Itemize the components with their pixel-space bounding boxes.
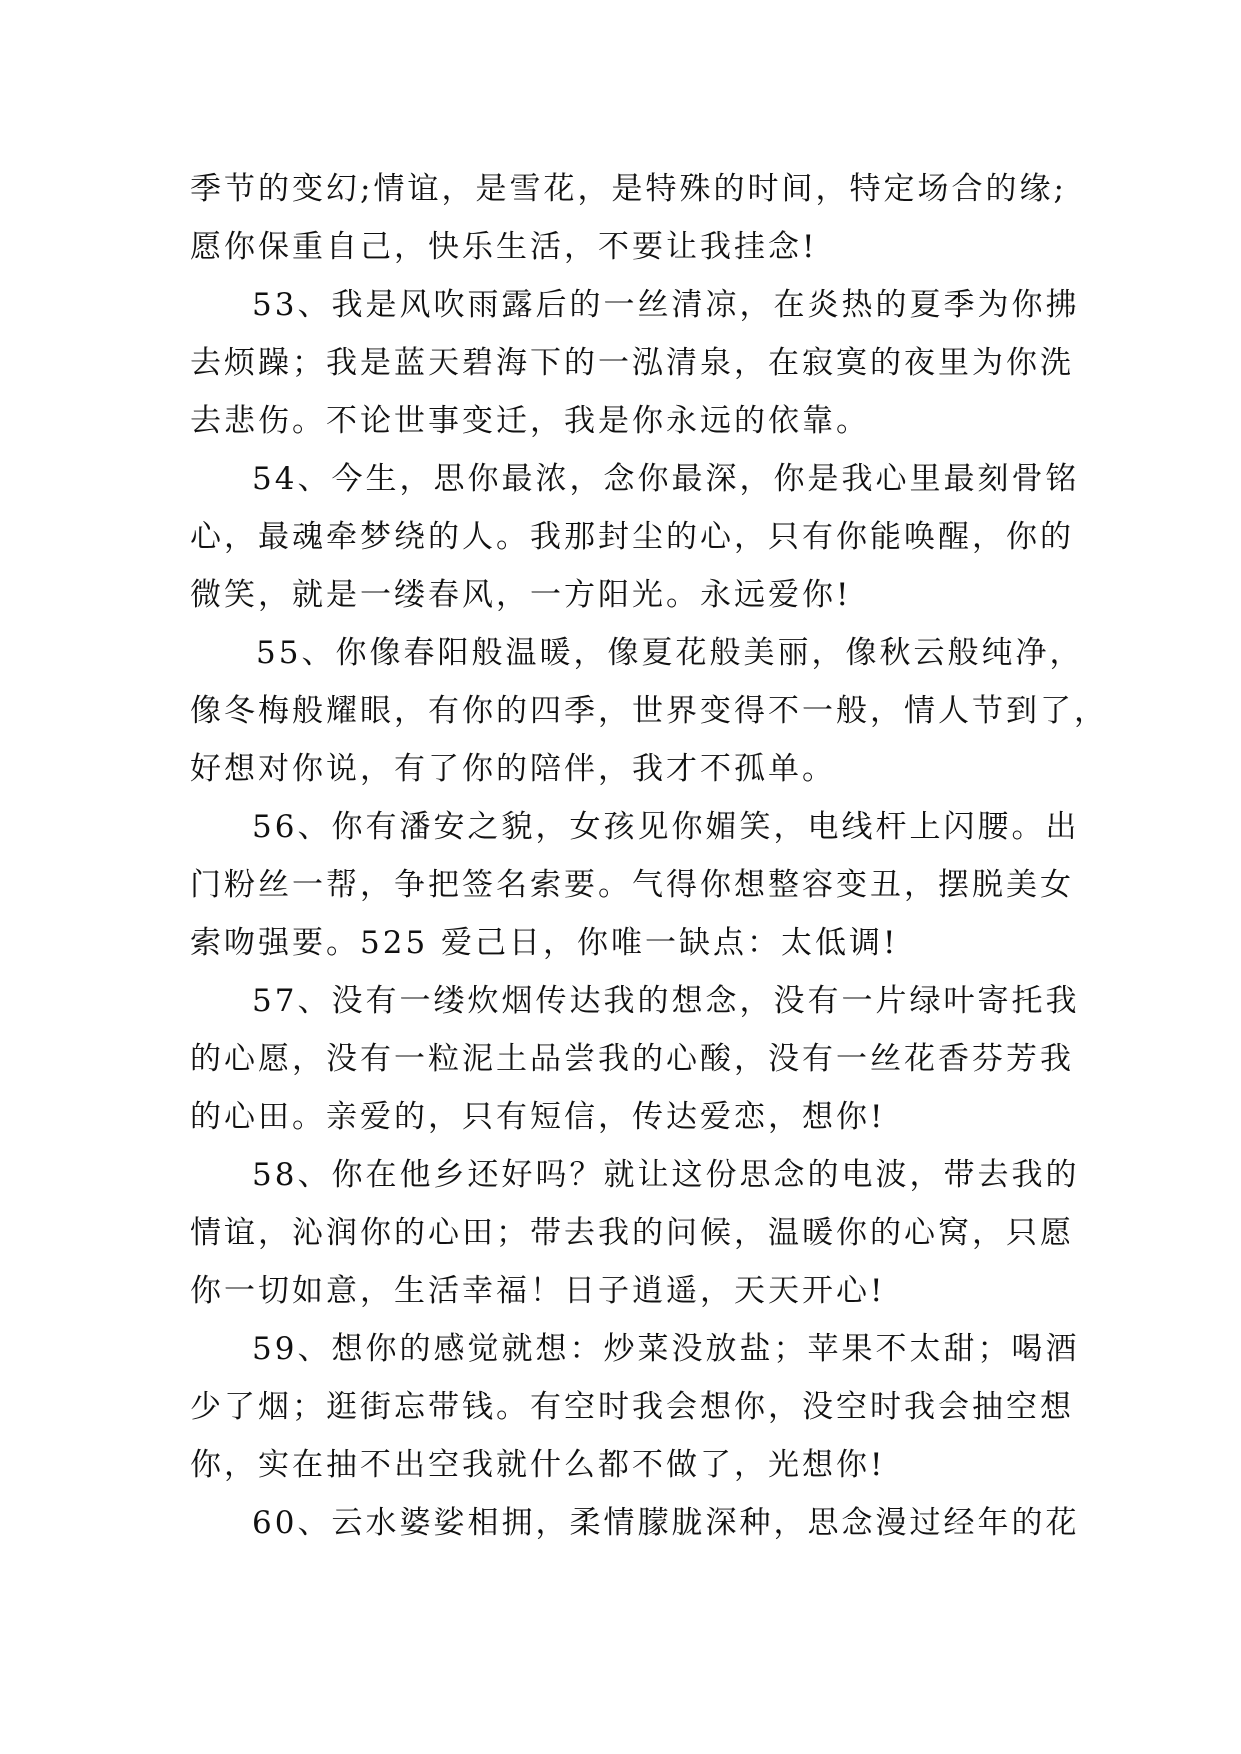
text-line: 你一切如意，生活幸福！日子逍遥，天天开心! xyxy=(190,1273,886,1309)
text-line: 少了烟；逛街忘带钱。有空时我会想你，没空时我会抽空想 xyxy=(190,1389,1074,1425)
text-line: 像冬梅般耀眼，有你的四季，世界变得不一般，情人节到了， xyxy=(190,693,1108,729)
paragraph-54-start: 54、今生，思你最浓，念你最深，你是我心里最刻骨铭 xyxy=(252,461,1080,497)
text-line: 的心愿，没有一粒泥土品尝我的心酸，没有一丝花香芬芳我 xyxy=(190,1041,1074,1077)
text-line: 季节的变幻;情谊，是雪花，是特殊的时间，特定场合的缘; xyxy=(190,171,1067,207)
text-line: 心，最魂牵梦绕的人。我那封尘的心，只有你能唤醒，你的 xyxy=(190,519,1074,555)
paragraph-60-start: 60、云水婆娑相拥，柔情朦胧深种，思念漫过经年的花 xyxy=(252,1505,1080,1541)
body-text xyxy=(190,160,1108,1552)
text-line: 微笑，就是一缕春风，一方阳光。永远爱你! xyxy=(190,577,852,613)
text-line: 去烦躁；我是蓝天碧海下的一泓清泉，在寂寞的夜里为你洗 xyxy=(190,345,1074,381)
text-line: 情谊，沁润你的心田；带去我的问候，温暖你的心窝，只愿 xyxy=(190,1215,1074,1251)
paragraph-58-start: 58、你在他乡还好吗？就让这份思念的电波，带去我的 xyxy=(252,1157,1080,1193)
paragraph-59-start: 59、想你的感觉就想：炒菜没放盐；苹果不太甜；喝酒 xyxy=(252,1331,1080,1367)
paragraph-57-start: 57、没有一缕炊烟传达我的想念，没有一片绿叶寄托我 xyxy=(252,983,1080,1019)
text-line: 索吻强要。525 爱己日，你唯一缺点：太低调! xyxy=(190,925,899,961)
paragraph-53-start: 53、我是风吹雨露后的一丝清凉，在炎热的夏季为你拂 xyxy=(252,287,1080,323)
text-line: 你，实在抽不出空我就什么都不做了，光想你! xyxy=(190,1447,886,1483)
paragraph-55-start: 55、你像春阳般温暖，像夏花般美丽，像秋云般纯净， xyxy=(256,635,1084,671)
text-line: 门粉丝一帮，争把签名索要。气得你想整容变丑，摆脱美女 xyxy=(190,867,1074,903)
text-line: 好想对你说，有了你的陪伴，我才不孤单。 xyxy=(190,751,836,787)
paragraph-56-start: 56、你有潘安之貌，女孩见你媚笑，电线杆上闪腰。出 xyxy=(252,809,1080,845)
text-line: 去悲伤。不论世事变迁，我是你永远的依靠。 xyxy=(190,403,870,439)
text-line: 的心田。亲爱的，只有短信，传达爱恋，想你! xyxy=(190,1099,886,1135)
text-line: 愿你保重自己，快乐生活，不要让我挂念! xyxy=(190,229,818,265)
